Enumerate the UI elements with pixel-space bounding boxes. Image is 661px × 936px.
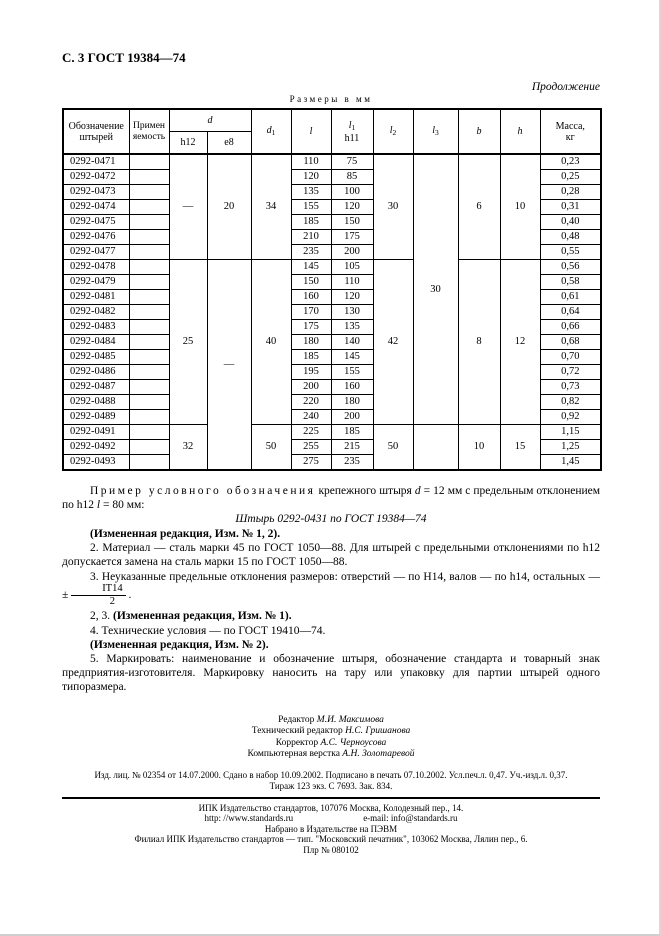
value-cell: 175 (331, 230, 373, 245)
value-cell: 110 (331, 275, 373, 290)
colophon-line: Корректор А.С. Черноусова (275, 737, 387, 748)
table-row (63, 154, 601, 170)
designation-cell: 0292-0484 (63, 335, 129, 350)
designation-cell: 0292-0476 (63, 230, 129, 245)
designation-cell: 0292-0481 (63, 290, 129, 305)
example-lead: Пример условного обозначения (90, 485, 316, 497)
value-cell: 0,72 (540, 365, 601, 380)
value-cell (413, 425, 458, 471)
value-cell (129, 275, 169, 290)
publisher-branch: Филиал ИПК Издательство стандартов — тип. "Московский печатник", 103062 Москва, Лялин пер., 6. (134, 834, 528, 845)
colophon (62, 715, 600, 761)
value-cell: 240 (291, 410, 331, 425)
designation-cell: 0292-0479 (63, 275, 129, 290)
value-cell (129, 455, 169, 471)
value-cell: — (207, 260, 251, 471)
value-cell: 15 (500, 425, 540, 471)
value-cell: 120 (331, 290, 373, 305)
col-header-b: b (458, 109, 500, 154)
designation-cell: 0292-0493 (63, 455, 129, 471)
value-cell (129, 410, 169, 425)
example-paragraph: Пример условного обозначения крепежного штыря d = 12 мм с предельным отклонением по h12 l = 80 мм: (62, 485, 601, 512)
value-cell: 120 (291, 170, 331, 185)
revision-note-1-2: (Измененная редакция, Изм. № 1, 2). (90, 527, 281, 540)
col-header-h: h (500, 109, 540, 154)
value-cell: 0,31 (540, 200, 601, 215)
note-2: 2. Материал — сталь марки 45 по ГОСТ 1050—88. Для штырей с предельными отклонениями по h12 допускается замена на сталь марки 15 по ГОСТ 1050—88. (62, 541, 600, 569)
publisher-contacts (62, 813, 600, 824)
designation-example: Штырь 0292-0431 по ГОСТ 19384—74 (235, 513, 427, 526)
value-cell: 10 (458, 425, 500, 471)
note-3: 3. Неуказанные предельные отклонения размеров: отверстий — по Н14, валов — по h14, остальных — ± $\frac{IT14}{2}$ . (62, 571, 600, 608)
value-cell (129, 380, 169, 395)
value-cell: 235 (291, 245, 331, 260)
value-cell: 105 (331, 260, 373, 275)
value-cell: 20 (207, 154, 251, 260)
value-cell: 34 (251, 154, 291, 260)
dimensions-table (62, 108, 602, 471)
value-cell: 30 (413, 154, 458, 425)
publisher-block (62, 803, 600, 856)
value-cell: 0,23 (540, 154, 601, 170)
imprint-line-1: Изд. лиц. № 02354 от 14.07.2000. Сдано в набор 10.09.2002. Подписано в печать 07.10.2002. Усл.печ.л. 0,47. Уч.-изд.л. 0,37. (94, 769, 568, 780)
table-header (63, 109, 601, 154)
designation-cell: 0292-0472 (63, 170, 129, 185)
value-cell: — (169, 154, 207, 260)
table-row (63, 260, 601, 275)
value-cell: 12 (500, 260, 540, 425)
value-cell: 110 (291, 154, 331, 170)
publisher-license: Плр № 080102 (303, 844, 359, 855)
value-cell: 200 (291, 380, 331, 395)
value-cell: 100 (331, 185, 373, 200)
value-cell: 75 (331, 154, 373, 170)
value-cell: 50 (251, 425, 291, 471)
value-cell: 185 (291, 215, 331, 230)
col-header-d1: $d_1$ (251, 109, 291, 154)
value-cell: 180 (291, 335, 331, 350)
col-header-l2: $l_2$ (373, 109, 413, 154)
value-cell: 0,70 (540, 350, 601, 365)
publisher-typeset: Набрано в Издательстве на ПЭВМ (264, 823, 398, 834)
value-cell: 6 (458, 154, 500, 260)
value-cell: 0,64 (540, 305, 601, 320)
col-header-l: l (291, 109, 331, 154)
designation-cell: 0292-0492 (63, 440, 129, 455)
revision-note-2: (Измененная редакция, Изм. № 2). (90, 638, 269, 651)
value-cell (129, 320, 169, 335)
colophon-line: Технический редактор Н.С. Гришанова (251, 726, 411, 737)
designation-cell: 0292-0488 (63, 395, 129, 410)
value-cell: 170 (291, 305, 331, 320)
value-cell (129, 230, 169, 245)
colophon-line: Редактор М.И. Максимова (278, 714, 384, 725)
col-header-d-e8: e8 (207, 132, 251, 155)
col-header-designation: Обозначение штырей (63, 109, 129, 154)
value-cell: 0,55 (540, 245, 601, 260)
value-cell: 0,68 (540, 335, 601, 350)
col-header-l3: $l_3$ (413, 109, 458, 154)
colophon-line: Компьютерная верстка А.Н. Золотаревой (247, 749, 415, 760)
size-table-body (63, 154, 601, 470)
page-header: С. 3 ГОСТ 19384—74 (62, 50, 186, 65)
value-cell: 225 (291, 425, 331, 440)
value-cell: 155 (291, 200, 331, 215)
value-cell (129, 185, 169, 200)
value-cell: 42 (373, 260, 413, 425)
designation-cell: 0292-0473 (63, 185, 129, 200)
value-cell: 145 (331, 350, 373, 365)
value-cell (129, 350, 169, 365)
value-cell (129, 305, 169, 320)
imprint (62, 770, 600, 792)
value-cell: 1,15 (540, 425, 601, 440)
value-cell: 0,28 (540, 185, 601, 200)
col-header-applicability: Применяемость (129, 109, 169, 154)
col-header-l1: $l_1$ h11 (331, 109, 373, 154)
value-cell: 120 (331, 200, 373, 215)
value-cell: 0,61 (540, 290, 601, 305)
value-cell: 85 (331, 170, 373, 185)
note-5: 5. Маркировать: наименование и обозначение штыря, обозначение стандарта и товарный знак предприятия-изготовителя. Маркировку наносить на тару или упаковку для партии штырей одного типоразмера. (62, 653, 600, 694)
value-cell: 160 (331, 380, 373, 395)
col-header-d-h12: h12 (169, 132, 207, 155)
value-cell: 135 (291, 185, 331, 200)
designation-cell: 0292-0478 (63, 260, 129, 275)
page-content (62, 0, 600, 855)
continuation-label: Продолжение (531, 81, 600, 93)
designation-cell: 0292-0475 (63, 215, 129, 230)
value-cell: 200 (331, 410, 373, 425)
value-cell: 1,45 (540, 455, 601, 471)
value-cell: 235 (331, 455, 373, 471)
value-cell (129, 425, 169, 440)
value-cell (129, 290, 169, 305)
value-cell (129, 395, 169, 410)
designation-cell: 0292-0483 (63, 320, 129, 335)
designation-cell: 0292-0482 (63, 305, 129, 320)
value-cell: 140 (331, 335, 373, 350)
value-cell (129, 245, 169, 260)
value-cell (129, 440, 169, 455)
designation-cell: 0292-0489 (63, 410, 129, 425)
value-cell: 185 (291, 350, 331, 365)
publisher-email: e-mail: info@standards.ru (363, 813, 458, 824)
value-cell: 0,25 (540, 170, 601, 185)
value-cell: 0,56 (540, 260, 601, 275)
value-cell: 0,58 (540, 275, 601, 290)
value-cell: 155 (331, 365, 373, 380)
value-cell: 25 (169, 260, 207, 425)
value-cell: 0,66 (540, 320, 601, 335)
revision-note-1: 2, 3. (Измененная редакция, Изм. № 1). (90, 610, 292, 623)
value-cell: 135 (331, 320, 373, 335)
value-cell: 130 (331, 305, 373, 320)
table-row (63, 425, 601, 440)
value-cell: 215 (331, 440, 373, 455)
value-cell: 180 (331, 395, 373, 410)
value-cell: 175 (291, 320, 331, 335)
publisher-url: http: //www.standards.ru (204, 813, 294, 824)
value-cell: 40 (251, 260, 291, 425)
value-cell: 8 (458, 260, 500, 425)
value-cell: 150 (291, 275, 331, 290)
value-cell: 32 (169, 425, 207, 471)
value-cell: 195 (291, 365, 331, 380)
value-cell (129, 154, 169, 170)
designation-cell: 0292-0491 (63, 425, 129, 440)
value-cell (129, 365, 169, 380)
col-header-mass: Масса, кг (540, 109, 601, 154)
value-cell: 30 (373, 154, 413, 260)
value-cell: 0,92 (540, 410, 601, 425)
notes-section (62, 484, 600, 695)
tolerance-fraction: $\frac{IT14}{2}$ (71, 584, 125, 607)
designation-cell: 0292-0487 (63, 380, 129, 395)
value-cell (129, 170, 169, 185)
value-cell: 0,73 (540, 380, 601, 395)
value-cell: 220 (291, 395, 331, 410)
value-cell (129, 215, 169, 230)
value-cell: 145 (291, 260, 331, 275)
value-cell: 210 (291, 230, 331, 245)
designation-cell: 0292-0486 (63, 365, 129, 380)
value-cell: 10 (500, 154, 540, 260)
value-cell (129, 260, 169, 275)
units-label: Размеры в мм (289, 94, 373, 104)
designation-cell: 0292-0471 (63, 154, 129, 170)
value-cell: 185 (331, 425, 373, 440)
divider-rule (62, 797, 600, 799)
designation-cell: 0292-0477 (63, 245, 129, 260)
designation-cell: 0292-0485 (63, 350, 129, 365)
value-cell: 200 (331, 245, 373, 260)
col-header-d: d (169, 109, 251, 132)
value-cell: 0,40 (540, 215, 601, 230)
value-cell: 50 (373, 425, 413, 471)
value-cell (129, 200, 169, 215)
value-cell: 0,82 (540, 395, 601, 410)
value-cell: 1,25 (540, 440, 601, 455)
value-cell: 0,48 (540, 230, 601, 245)
value-cell (129, 335, 169, 350)
value-cell: 150 (331, 215, 373, 230)
publisher-address: ИПК Издательство стандартов, 107076 Москва, Колодезный пер., 14. (198, 802, 464, 813)
imprint-line-2: Тираж 123 экз. С 7693. Зак. 834. (269, 780, 393, 791)
value-cell: 275 (291, 455, 331, 471)
designation-cell: 0292-0474 (63, 200, 129, 215)
value-cell: 255 (291, 440, 331, 455)
value-cell: 160 (291, 290, 331, 305)
note-4: 4. Технические условия — по ГОСТ 19410—74. (90, 624, 326, 637)
